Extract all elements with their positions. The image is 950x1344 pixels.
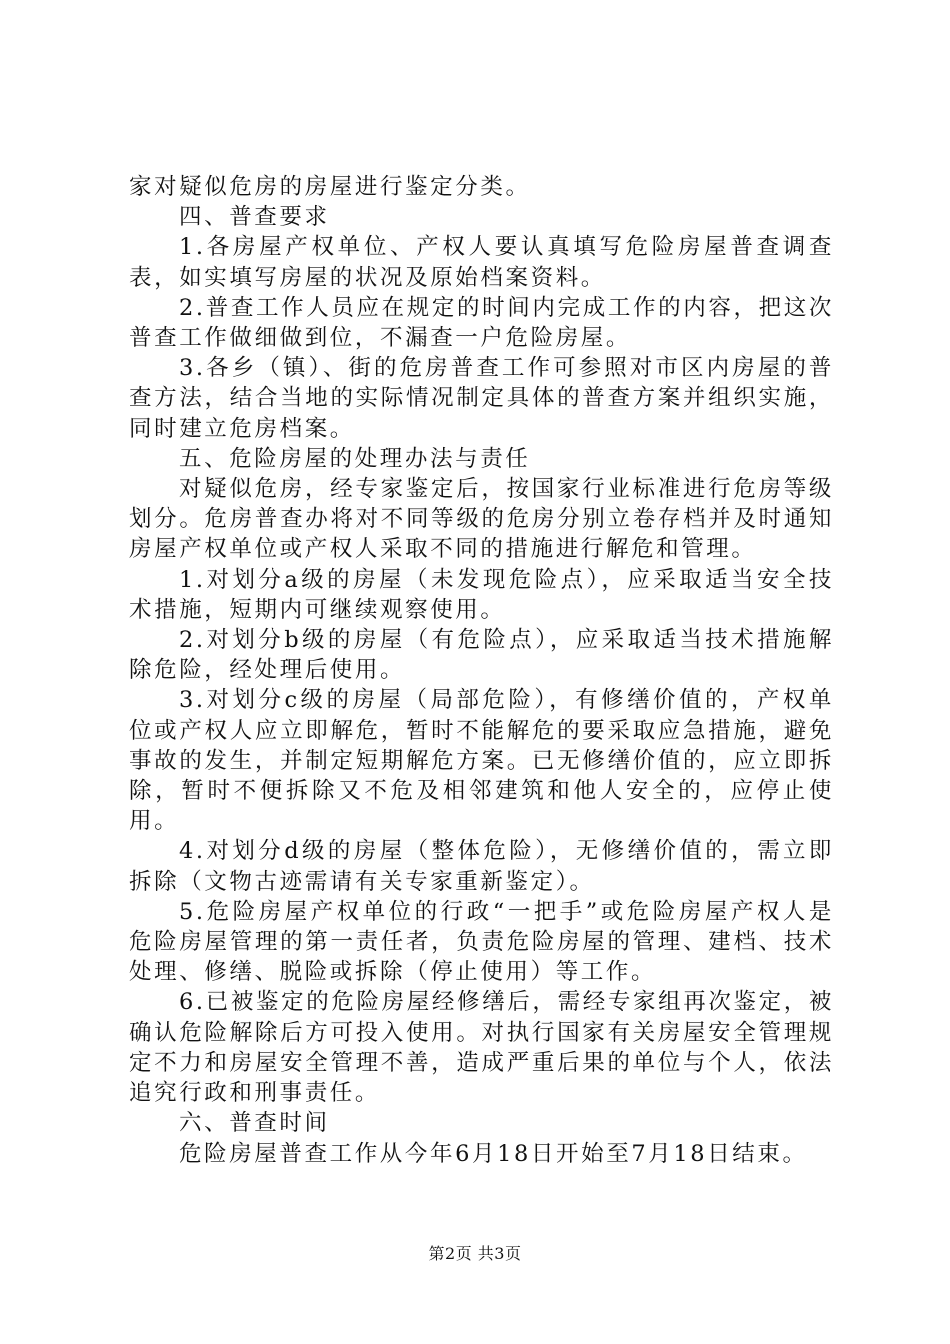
document-body	[129, 172, 834, 1169]
paragraph: 1.各房屋产权单位、产权人要认真填写危险房屋普查调查表，如实填写房屋的状况及原始档案资料。	[129, 234, 834, 291]
section-heading-schedule: 六、普查时间	[179, 1110, 330, 1137]
paragraph: 3.对划分c级的房屋（局部危险），有修缮价值的，产权单位或产权人应立即解危，暂时不能解危的要采取应急措施，避免事故的发生，并制定短期解危方案。已无修缮价值的，应立即拆除，暂时不便拆除又不危及相邻建筑和他人安全的，应停止使用。	[129, 687, 834, 835]
section-heading-handling: 五、危险房屋的处理办法与责任	[179, 445, 531, 472]
paragraph: 家对疑似危房的房屋进行鉴定分类。	[129, 174, 531, 200]
paragraph: 3.各乡（镇）、街的危房普查工作可参照对市区内房屋的普查方法，结合当地的实际情况制定具体的普查方案并组织实施，同时建立危房档案。	[129, 355, 834, 442]
paragraph: 2.对划分b级的房屋（有危险点），应采取适当技术措施解除危险，经处理后使用。	[129, 627, 834, 684]
page-number: 第2页 共3页	[428, 1244, 522, 1263]
paragraph: 危险房屋普查工作从今年6月18日开始至7月18日结束。	[179, 1140, 808, 1167]
paragraph: 5.危险房屋产权单位的行政“一把手”或危险房屋产权人是危险房屋管理的第一责任者，负责危险房屋的管理、建档、技术处理、修缮、脱险或拆除（停止使用）等工作。	[129, 898, 834, 986]
paragraph: 对疑似危房，经专家鉴定后，按国家行业标准进行危房等级划分。危房普查办将对不同等级的危房分别立卷存档并及时通知房屋产权单位或产权人采取不同的措施进行解危和管理。	[129, 476, 834, 563]
paragraph: 6.已被鉴定的危险房屋经修缮后，需经专家组再次鉴定，被确认危险解除后方可投入使用。对执行国家有关房屋安全管理规定不力和房屋安全管理不善，造成严重后果的单位与个人，依法追究行政和刑事责任。	[129, 989, 834, 1107]
paragraph: 4.对划分d级的房屋（整体危险），无修缮价值的，需立即拆除（文物古迹需请有关专家重新鉴定）。	[129, 838, 834, 895]
section-heading-requirements: 四、普查要求	[179, 204, 330, 231]
paragraph: 2.普查工作人员应在规定的时间内完成工作的内容，把这次普查工作做细做到位，不漏查一户危险房屋。	[129, 294, 834, 352]
paragraph: 1.对划分a级的房屋（未发现危险点），应采取适当安全技术措施，短期内可继续观察使用。	[129, 566, 834, 623]
